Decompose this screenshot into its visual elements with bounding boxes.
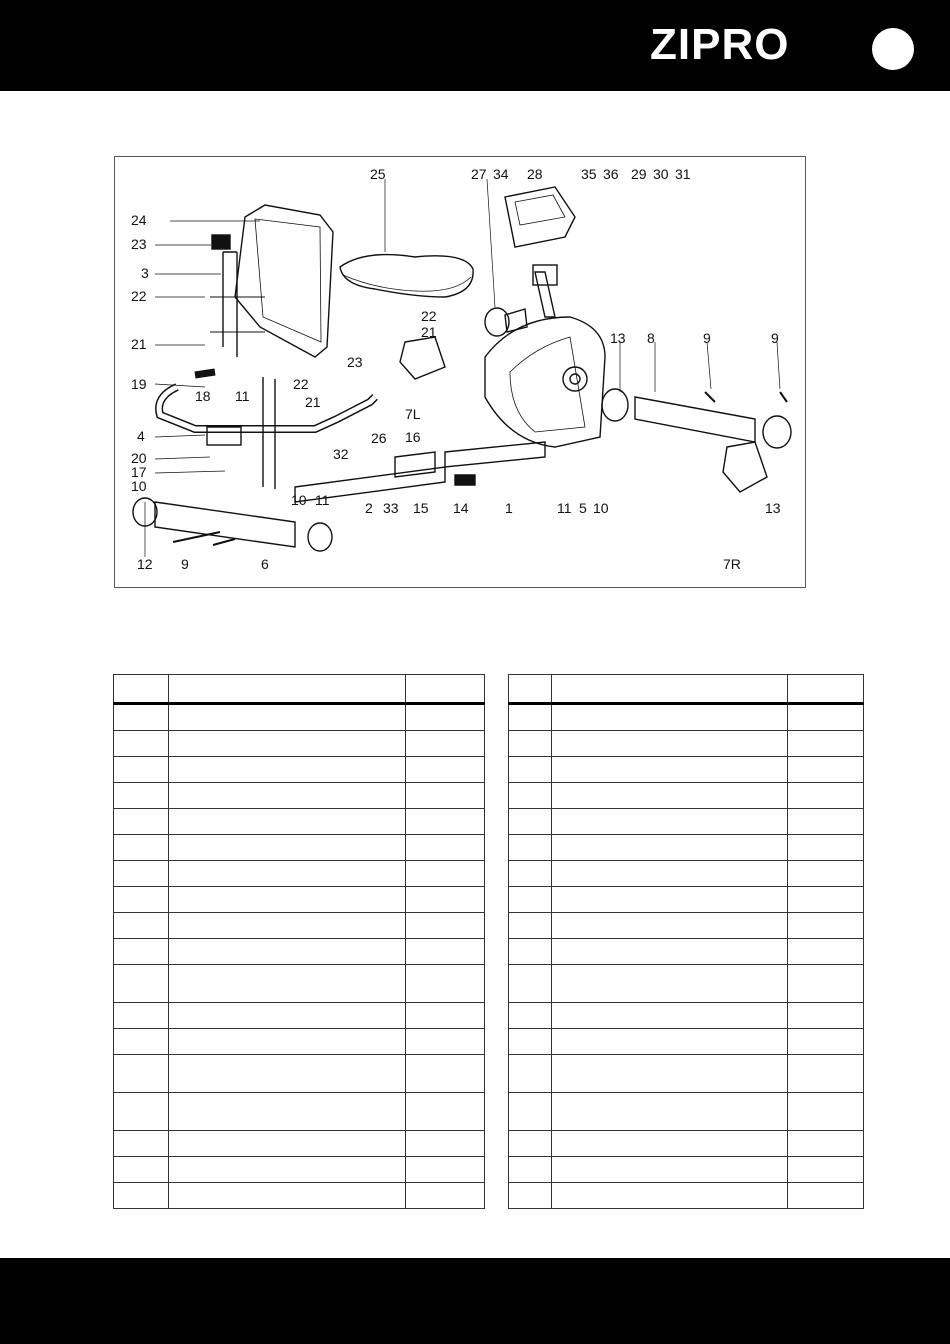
table-header-row xyxy=(509,675,864,704)
diagram-drawing xyxy=(115,157,805,587)
callout-32: 32 xyxy=(333,446,349,462)
callout-21-post: 21 xyxy=(305,394,321,410)
table-row xyxy=(114,783,485,809)
callout-7L: 7L xyxy=(405,406,421,422)
table-row xyxy=(509,1157,864,1183)
callout-36: 36 xyxy=(603,166,619,182)
table-row xyxy=(114,965,485,1003)
callout-9: 9 xyxy=(703,330,711,346)
callout-22-seat: 22 xyxy=(421,308,437,324)
table-row xyxy=(114,1055,485,1093)
brand-logo: ZIPRO xyxy=(650,20,790,69)
backrest-shape xyxy=(235,205,333,357)
callout-25: 25 xyxy=(370,166,386,182)
callout-20: 20 xyxy=(131,450,147,466)
exploded-parts-diagram xyxy=(114,156,806,588)
table-row xyxy=(509,965,864,1003)
table-row xyxy=(509,1055,864,1093)
table-row xyxy=(509,1183,864,1209)
callout-29: 29 xyxy=(631,166,647,182)
table-row xyxy=(114,1003,485,1029)
parts-list-right xyxy=(508,674,864,1209)
table-row xyxy=(509,1093,864,1131)
callout-35: 35 xyxy=(581,166,597,182)
callout-28: 28 xyxy=(527,166,543,182)
callout-15: 15 xyxy=(413,500,429,516)
callout-18: 18 xyxy=(195,388,211,404)
callout-16: 16 xyxy=(405,429,421,445)
callout-7R: 7R xyxy=(723,556,741,572)
callout-4: 4 xyxy=(137,428,145,444)
table-row xyxy=(509,704,864,731)
callout-17: 17 xyxy=(131,464,147,480)
table-row xyxy=(509,835,864,861)
col-qty xyxy=(406,675,485,704)
callout-2: 2 xyxy=(365,500,373,516)
callout-23-bracket: 23 xyxy=(347,354,363,370)
parts-list-left xyxy=(113,674,485,1209)
callout-13-front: 13 xyxy=(765,500,781,516)
callout-5: 5 xyxy=(579,500,587,516)
callout-10: 10 xyxy=(131,478,147,494)
table-row xyxy=(509,1029,864,1055)
callout-11: 11 xyxy=(235,388,250,404)
callout-3: 3 xyxy=(141,265,149,281)
callout-13: 13 xyxy=(610,330,626,346)
callout-33: 33 xyxy=(383,500,399,516)
table-row xyxy=(509,939,864,965)
brand-badge-circle xyxy=(872,28,914,70)
callout-12: 12 xyxy=(137,556,153,572)
callout-23: 23 xyxy=(131,236,147,252)
callout-9-front: 9 xyxy=(771,330,779,346)
callout-11-front: 11 xyxy=(557,500,572,516)
table-row xyxy=(114,835,485,861)
table-row xyxy=(114,1093,485,1131)
table-row xyxy=(509,913,864,939)
table-row xyxy=(509,887,864,913)
table-row xyxy=(509,757,864,783)
callout-9-rear: 9 xyxy=(181,556,189,572)
table-row xyxy=(114,1157,485,1183)
table-row xyxy=(509,1003,864,1029)
col-no xyxy=(114,675,169,704)
callout-21: 21 xyxy=(131,336,147,352)
table-header-row xyxy=(114,675,485,704)
pedal-left-shape xyxy=(400,337,445,379)
callout-8: 8 xyxy=(647,330,655,346)
table-row xyxy=(114,1183,485,1209)
col-qty xyxy=(788,675,864,704)
table-row xyxy=(509,861,864,887)
callout-11-rear: 11 xyxy=(315,492,330,508)
table-row xyxy=(114,704,485,731)
table-row xyxy=(114,1029,485,1055)
rear-stabiliser-shape xyxy=(155,502,295,547)
table-row xyxy=(114,861,485,887)
table-row xyxy=(114,913,485,939)
table-row xyxy=(509,1131,864,1157)
table-row xyxy=(114,1131,485,1157)
col-description xyxy=(551,675,787,704)
callout-6: 6 xyxy=(261,556,269,572)
callout-1: 1 xyxy=(505,500,513,516)
callout-27: 27 xyxy=(471,166,487,182)
callout-14: 14 xyxy=(453,500,469,516)
callout-22: 22 xyxy=(131,288,147,304)
callout-31: 31 xyxy=(675,166,691,182)
table-row xyxy=(114,939,485,965)
callout-10-rear: 10 xyxy=(291,492,307,508)
callout-30: 30 xyxy=(653,166,669,182)
pedal-right-shape xyxy=(723,442,767,492)
table-row xyxy=(509,731,864,757)
callout-24: 24 xyxy=(131,212,147,228)
col-no xyxy=(509,675,552,704)
callout-10-front: 10 xyxy=(593,500,609,516)
col-description xyxy=(168,675,405,704)
callout-21-seat: 21 xyxy=(421,324,437,340)
footer-bar xyxy=(0,1258,950,1344)
callout-26: 26 xyxy=(371,430,387,446)
table-row xyxy=(114,731,485,757)
front-stabiliser-shape xyxy=(635,397,755,442)
table-row xyxy=(114,757,485,783)
table-row xyxy=(509,783,864,809)
callout-19: 19 xyxy=(131,376,147,392)
table-row xyxy=(509,809,864,835)
table-row xyxy=(114,887,485,913)
callout-22-post: 22 xyxy=(293,376,309,392)
header-bar xyxy=(0,0,950,91)
table-row xyxy=(114,809,485,835)
callout-34: 34 xyxy=(493,166,509,182)
